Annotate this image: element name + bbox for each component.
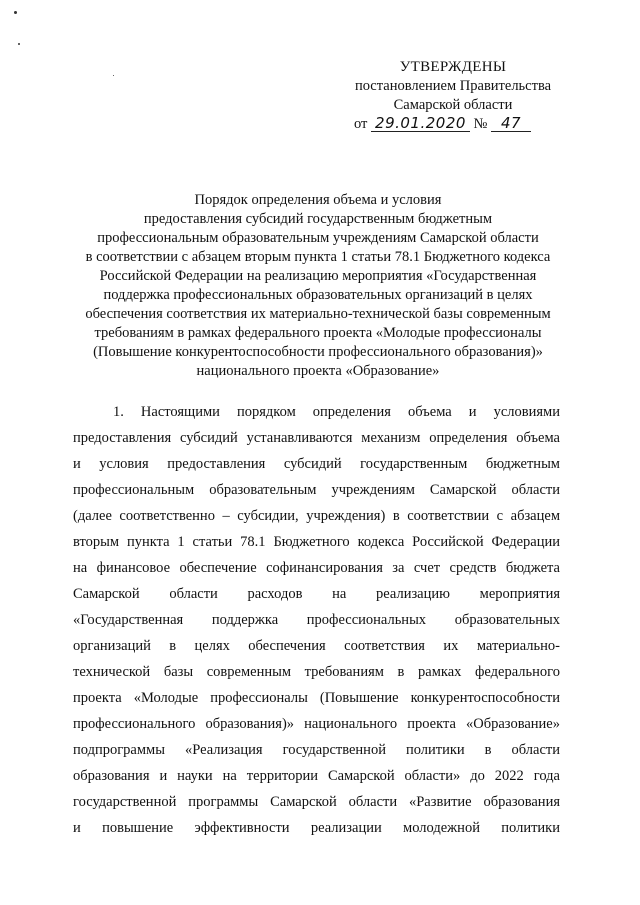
approval-line-2: Самарской области <box>393 97 513 113</box>
approval-line-1: постановлением Правительства <box>354 78 552 94</box>
title-line: требованиям в рамках федерального проекта «Молодые профессионалы <box>94 325 542 341</box>
body-line: и условия предоставления субсидий государственным бюджетным <box>73 456 560 472</box>
document-title <box>58 191 578 381</box>
body-line: подпрограммы «Реализация государственной политики в области <box>73 742 560 758</box>
body-line: и повышение эффективности реализации молодежной политики <box>73 820 560 836</box>
body-line: вторым пункта 1 статьи 78.1 Бюджетного кодекса Российской Федерации <box>73 534 560 550</box>
body-line: организаций в целях обеспечения соответствия их материально- <box>73 638 560 654</box>
body-line: государственной программы Самарской области «Развитие образования <box>73 794 560 810</box>
approval-stamp-block <box>338 58 568 137</box>
body-paragraph <box>73 399 560 841</box>
title-line: национального проекта «Образование» <box>196 363 440 379</box>
body-line: проекта «Молодые профессионалы (Повышение конкурентоспособности <box>73 690 560 706</box>
title-line: в соответствии с абзацем вторым пункта 1 статьи 78.1 Бюджетного кодекса <box>85 249 551 265</box>
number-prefix: № <box>473 116 488 132</box>
scan-speck <box>113 75 114 76</box>
scan-speck <box>18 43 20 45</box>
body-line: на финансовое обеспечение софинансирования за счет средств бюджета <box>73 560 560 576</box>
body-line: (далее соответственно – субсидии, учреждения) в соответствии с абзацем <box>73 508 560 524</box>
body-line: профессиональным образовательным учреждениям Самарской области <box>73 482 560 498</box>
approval-title: УТВЕРЖДЕНЫ <box>399 59 507 75</box>
body-line: технической базы современным требованиям в рамках федерального <box>73 664 560 680</box>
body-line: «Государственная поддержка профессиональных образовательных <box>73 612 560 628</box>
date-prefix: от <box>354 116 368 132</box>
body-line: 1. Настоящими порядком определения объема и условиями <box>113 404 560 420</box>
handwritten-number: 47 <box>491 115 531 132</box>
title-line: профессиональным образовательным учреждениям Самарской области <box>97 230 539 246</box>
handwritten-date: 29.01.2020 <box>371 115 470 132</box>
title-line: Российской Федерации на реализацию мероприятия «Государственная <box>99 268 537 284</box>
title-line: (Повышение конкурентоспособности профессионального образования)» <box>93 344 543 360</box>
scan-speck <box>14 11 17 14</box>
title-line: предоставления субсидий государственным бюджетным <box>143 211 493 227</box>
body-line: предоставления субсидий устанавливаются механизм определения объема <box>73 430 560 446</box>
approval-date-line <box>338 115 568 137</box>
title-line: поддержка профессиональных образовательных организаций в целях <box>103 287 533 303</box>
title-line: обеспечения соответствия их материально-технической базы современным <box>85 306 551 322</box>
title-line: Порядок определения объема и условия <box>194 192 442 208</box>
body-line: образования и науки на территории Самарской области» до 2022 года <box>73 768 560 784</box>
body-line: Самарской области расходов на реализацию мероприятия <box>73 586 560 602</box>
body-line: профессионального образования)» национального проекта «Образование» <box>73 716 560 732</box>
